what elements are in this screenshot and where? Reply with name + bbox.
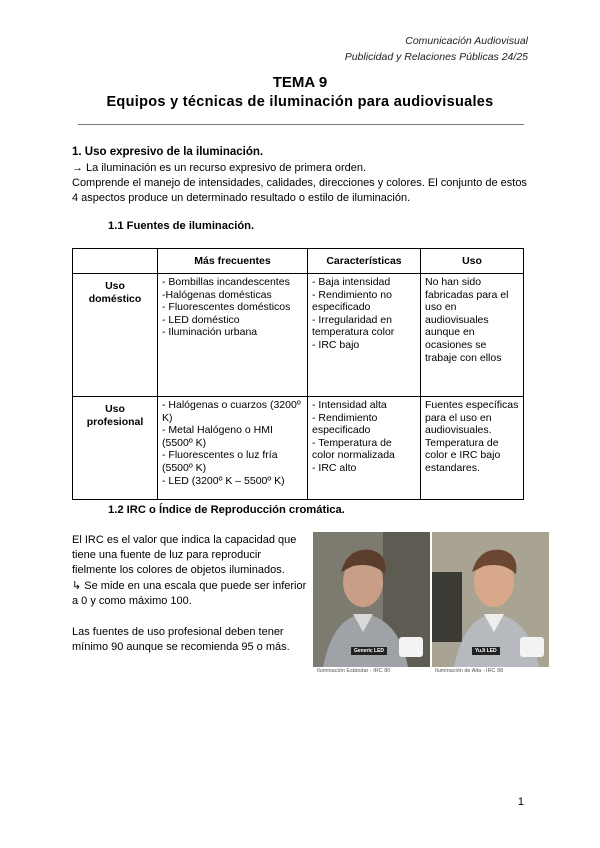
photo-caption-left: Generic LED [351,647,387,655]
table-header-uso: Uso [421,249,524,274]
list-item: -Halógenas domésticas [162,288,272,301]
photo-subcaption-right: Iluminación de Alta - IRC 98 [435,668,504,674]
doc-title: TEMA 9 [272,74,328,91]
row-label-profesional [73,397,158,500]
section-1-1-heading: 1.1 Fuentes de iluminación. [108,220,255,232]
brand-badge-right-icon [520,637,544,657]
title-divider [78,124,524,125]
list-item: - Iluminación urbana [162,326,258,339]
table-header-empty [73,249,158,274]
table-row [73,397,524,500]
cell-caracteristicas [308,397,421,500]
section-1-2-heading: 1.2 IRC o Índice de Reproducción cromática. [108,504,345,516]
cell-caracteristicas [308,274,421,397]
photo-panel-right [432,532,549,667]
list-item: - Fluorescentes o luz fría (5500º K) [162,449,278,474]
list-item: - Temperatura de color normalizada [312,436,395,462]
header-course: Comunicación Audiovisual [405,35,528,47]
light-sources-table [72,248,524,500]
irc-text [72,533,307,655]
table-header-row [73,249,524,274]
photo-caption-right: YuJi LED [472,647,500,655]
header-degree: Publicidad y Relaciones Públicas 24/25 [344,51,528,63]
row-label-line: profesional [86,415,144,428]
table-row [73,274,524,397]
irc-paragraph: El IRC es el valor que indica la capacidad que tiene una fuente de luz para reproducir fielmente los colores de objetos iluminados. [72,534,297,577]
table-header-frecuentes: Más frecuentes [158,249,308,274]
list-item: - Fluorescentes domésticos [162,301,291,314]
page-number: 1 [517,796,524,808]
row-label-line: Uso [105,403,125,415]
section-1-heading: 1. Uso expresivo de la iluminación. [72,146,264,158]
list-item: - LED doméstico [162,313,240,326]
row-label-line: Uso [105,280,125,292]
row-label-domestico [73,274,158,397]
cell-frecuentes [158,397,308,500]
row-label-line: doméstico [88,292,142,305]
irc-paragraph: Las fuentes de uso profesional deben tener mínimo 90 aunque se recomienda 95 o más. [72,626,290,654]
section-1-line2: Comprende el manejo de intensidades, calidades, direcciones y colores. El conjunto de estos 4 aspectos produce un determinado resultado o estilo de iluminación. [72,177,527,204]
table-header-caracteristicas: Características [308,249,421,274]
doc-subtitle: Equipos y técnicas de iluminación para audiovisuales [106,94,494,110]
irc-comparison-image [313,532,552,680]
cell-uso: No han sido fabricadas para el uso en audiovisuales aunque en ocasiones se trabaje con ellos [421,274,524,397]
section-1-line1: → La iluminación es un recurso expresivo de primera orden. [72,162,367,174]
list-item: - Rendimiento especificado [312,411,378,437]
list-item: - LED (3200º K – 5500º K) [162,474,285,487]
brand-badge-left-icon [399,637,423,657]
list-item: - Bombillas incandescentes [162,276,290,288]
list-item: - Intensidad alta [312,399,387,411]
list-item: - Halógenas o cuarzos (3200º K) [162,399,301,424]
photo-subcaption-left: Iluminación Estándar - IRC 80 [317,668,391,674]
list-item: - IRC alto [312,461,357,474]
cell-frecuentes [158,274,308,397]
list-item: - Metal Halógeno o HMI (5500º K) [162,424,273,449]
list-item: - Irregularidad en temperatura color [312,313,395,339]
cell-uso: Fuentes específicas para el uso en audiovisuales. Temperatura de color e IRC bajo estandares. [421,397,524,500]
list-item: - Rendimiento no especificado [312,288,392,314]
photo-panel-left [313,532,430,667]
list-item: - IRC bajo [312,338,360,351]
irc-paragraph: ↳ Se mide en una escala que puede ser inferior a 0 y como máximo 100. [72,579,307,607]
list-item: - Baja intensidad [312,276,391,288]
